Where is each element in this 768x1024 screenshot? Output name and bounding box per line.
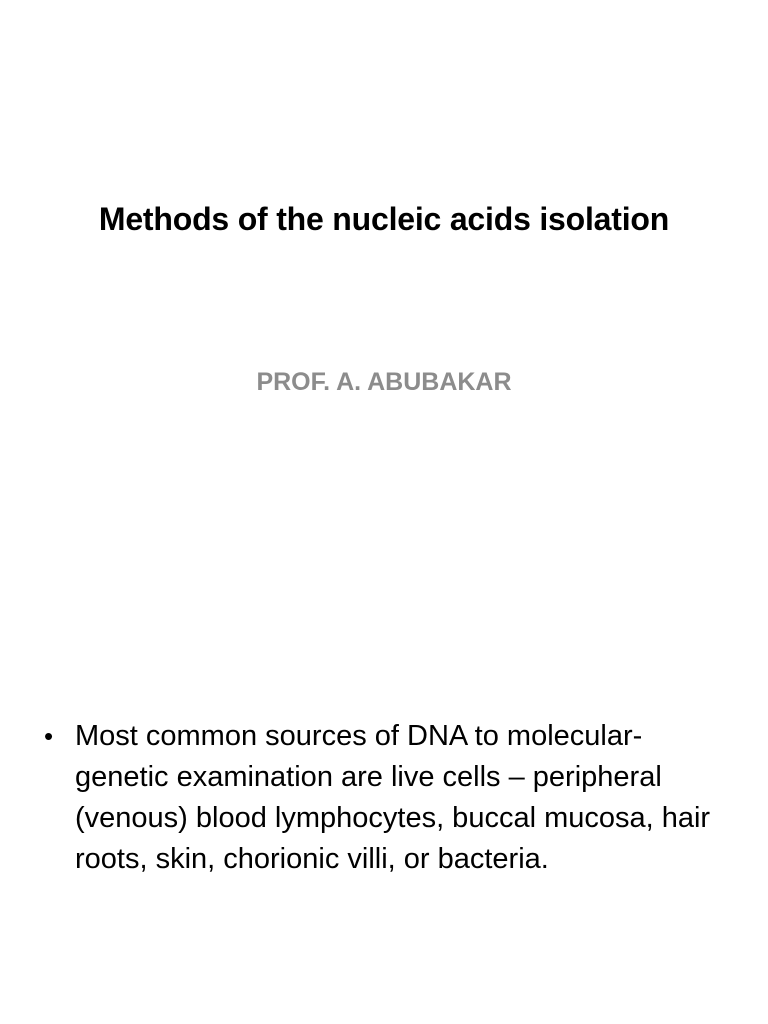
slide-title: Methods of the nucleic acids isolation <box>98 201 670 237</box>
bullet-item <box>44 716 734 880</box>
bullet-list <box>44 716 734 880</box>
slide-author: PROF. A. ABUBAKAR <box>256 368 512 396</box>
bullet-marker: • <box>44 721 54 751</box>
bullet-text: Most common sources of DNA to molecular-genetic examination are live cells – peripheral (venous) blood lymphocytes, buccal mucosa, hair roots, skin, chorionic villi, or bacteria. <box>75 720 711 875</box>
